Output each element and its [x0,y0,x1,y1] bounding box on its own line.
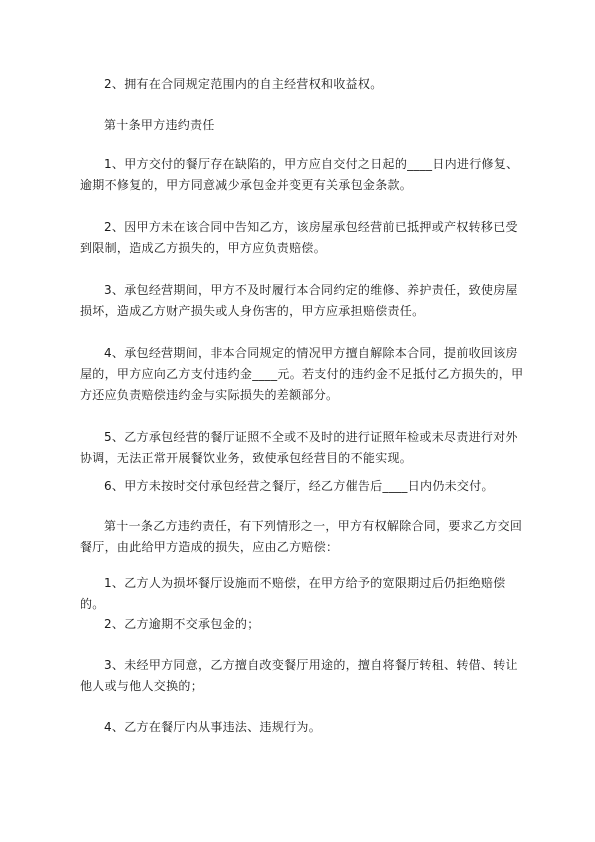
paragraph-clause-10-6: 6、甲方未按时交付承包经营之餐厅，经乙方催告后____日内仍未交付。 [104,479,494,493]
section-heading-10: 第十条甲方违约责任 [104,118,215,132]
paragraph-clause-10-5: 5、乙方承包经营的餐厅证照不全或不及时的进行证照年检或未尽责进行对外协调，无法正常开展餐饮业务，致使承包经营目的不能实现。 [80,430,518,465]
paragraph-right-2: 2、拥有在合同规定范围内的自主经营权和收益权。 [104,77,383,91]
paragraph-clause-11-1: 1、乙方人为损坏餐厅设施而不赔偿，在甲方给予的宽限期过后仍拒绝赔偿的。 [80,576,506,611]
paragraph-clause-10-2: 2、因甲方未在该合同中告知乙方，该房屋承包经营前已抵押或产权转移已受到限制，造成乙方损失的，甲方应负责赔偿。 [80,220,518,255]
paragraph-clause-10-1: 1、甲方交付的餐厅存在缺陷的，甲方应自交付之日起的____日内进行修复、逾期不修复的，甲方同意减少承包金并变更有关承包金条款。 [80,157,519,192]
paragraph-clause-10-3: 3、承包经营期间，甲方不及时履行本合同约定的维修、养护责任，致使房屋损坏，造成乙方财产损失或人身伤害的，甲方应承担赔偿责任。 [80,283,518,318]
paragraph-clause-11-3: 3、未经甲方同意，乙方擅自改变餐厅用途的，擅自将餐厅转租、转借、转让他人或与他人交换的； [80,658,518,693]
paragraph-clause-10-4: 4、承包经营期间，非本合同规定的情况甲方擅自解除本合同，提前收回该房屋的，甲方应向乙方支付违约金____元。若支付的违约金不足抵付乙方损失的，甲方还应负责赔偿违约金与实际损失的差额部分。 [80,346,524,402]
paragraph-clause-11-2: 2、乙方逾期不交承包金的； [104,617,260,631]
paragraph-clause-11-4: 4、乙方在餐厅内从事违法、违规行为。 [104,720,322,734]
section-heading-11: 第十一条乙方违约责任，有下列情形之一，甲方有权解除合同，要求乙方交回餐厅，由此给甲方造成的损失，应由乙方赔偿： [80,519,523,554]
